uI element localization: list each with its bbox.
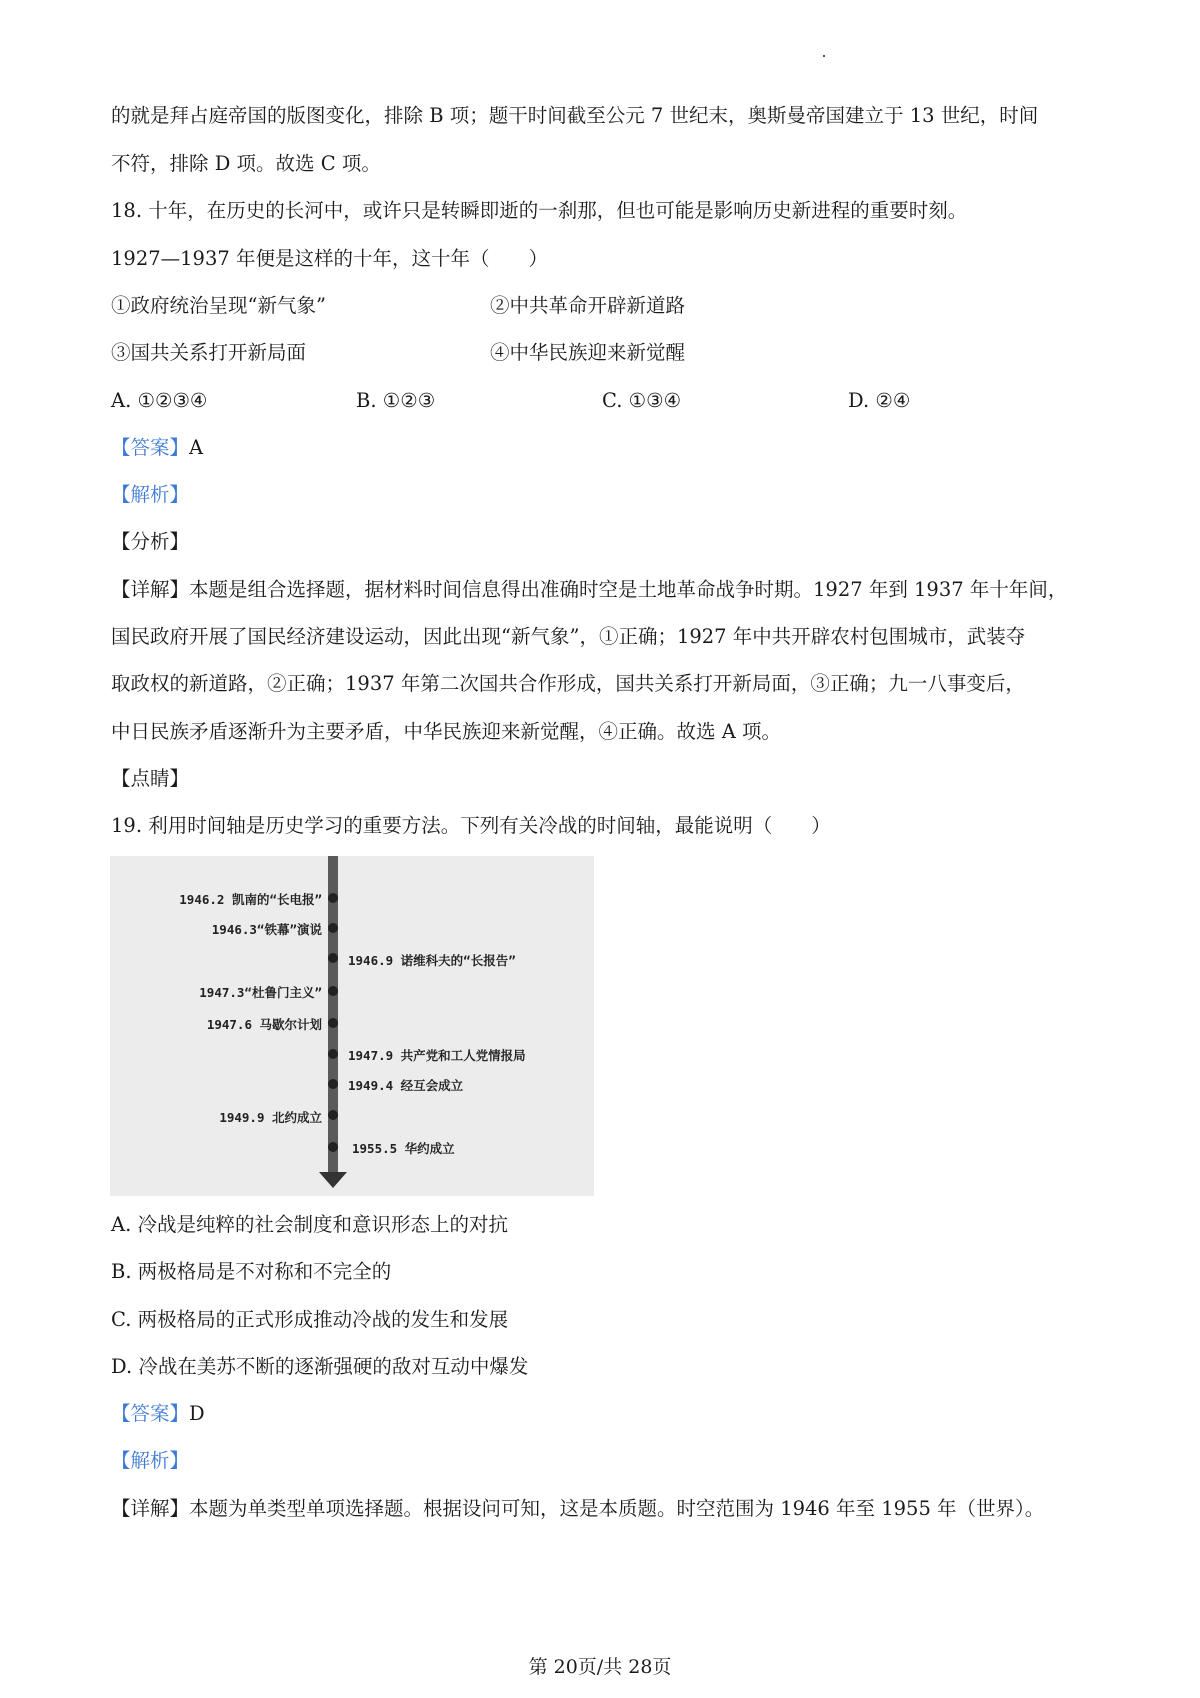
timeline-axis bbox=[328, 856, 338, 1174]
timeline-dot bbox=[328, 1079, 338, 1089]
q18-stem-line-1: 18. 十年，在历史的长河中，或许只是转瞬即逝的一刹那，但也可能是影响历史新进程的重要时刻。 bbox=[111, 199, 968, 222]
q18-dianjing-tag: 【点睛】 bbox=[111, 767, 190, 790]
q18-detail-line-1: 【详解】本题是组合选择题，据材料时间信息得出准确时空是土地革命战争时期。1927 年到 1937 年十年间， bbox=[111, 578, 1068, 601]
q18-answer-value: A bbox=[189, 436, 204, 459]
q18-option-a: A. ①②③④ bbox=[111, 389, 208, 412]
timeline-event-right: 1949.4 经互会成立 bbox=[348, 1078, 464, 1093]
q18-detail-line-4: 中日民族矛盾逐渐升为主要矛盾，中华民族迎来新觉醒，④正确。故选 A 项。 bbox=[111, 720, 781, 743]
timeline-dot bbox=[328, 1110, 338, 1120]
timeline-dot bbox=[328, 1142, 338, 1152]
q18-item-3: ③国共关系打开新局面 bbox=[111, 341, 307, 364]
timeline-event-left: 1947.3“杜鲁门主义” bbox=[199, 985, 322, 1000]
q19-option-a: A. 冷战是纯粹的社会制度和意识形态上的对抗 bbox=[111, 1213, 508, 1236]
timeline-dot bbox=[328, 986, 338, 996]
q18-option-c: C. ①③④ bbox=[602, 389, 682, 412]
timeline-event-right: 1946.9 诺维科夫的“长报告” bbox=[348, 953, 516, 968]
timeline-arrow-icon bbox=[319, 1172, 347, 1188]
continued-text-line-1: 的就是拜占庭帝国的版图变化，排除 B 项；题干时间截至公元 7 世纪末，奥斯曼帝国建立于 13 世纪，时间 bbox=[111, 104, 1039, 127]
page-speck bbox=[823, 55, 825, 57]
q18-fenxi-tag: 【分析】 bbox=[111, 530, 190, 553]
timeline-dot bbox=[328, 923, 338, 933]
timeline-event-left: 1946.2 凯南的“长电报” bbox=[179, 892, 322, 907]
q18-item-4: ④中华民族迎来新觉醒 bbox=[490, 341, 686, 364]
q18-item-2: ②中共革命开辟新道路 bbox=[490, 294, 686, 317]
q19-detail-line-1: 【详解】本题为单类型单项选择题。根据设问可知，这是本质题。时空范围为 1946 年至 1955 年（世界）。 bbox=[111, 1497, 1045, 1520]
q19-option-c: C. 两极格局的正式形成推动冷战的发生和发展 bbox=[111, 1308, 509, 1331]
timeline-event-left: 1946.3“铁幕”演说 bbox=[211, 922, 322, 937]
q19-answer-tag: 【答案】 bbox=[111, 1402, 190, 1425]
timeline-event-left: 1949.9 北约成立 bbox=[219, 1110, 322, 1125]
q18-answer-tag: 【答案】 bbox=[111, 436, 190, 459]
q19-answer-value: D bbox=[189, 1402, 205, 1425]
q18-detail-line-3: 取政权的新道路，②正确；1937 年第二次国共合作形成，国共关系打开新局面，③正确；九一八事变后， bbox=[111, 672, 1025, 695]
timeline-event-right: 1955.5 华约成立 bbox=[352, 1141, 455, 1156]
q18-option-b: B. ①②③ bbox=[356, 389, 436, 412]
q19-answer bbox=[111, 1400, 205, 1428]
q18-stem-line-2: 1927—1937 年便是这样的十年，这十年（ ） bbox=[111, 247, 548, 270]
timeline-dot bbox=[328, 1049, 338, 1059]
timeline-dot bbox=[328, 893, 338, 903]
q18-answer bbox=[111, 434, 203, 462]
q19-stem: 19. 利用时间轴是历史学习的重要方法。下列有关冷战的时间轴，最能说明（ ） bbox=[111, 814, 831, 837]
q19-analysis-tag: 【解析】 bbox=[111, 1449, 190, 1472]
q18-option-d: D. ②④ bbox=[848, 389, 911, 412]
timeline-event-left: 1947.6 马歇尔计划 bbox=[206, 1017, 322, 1032]
q19-option-b: B. 两极格局是不对称和不完全的 bbox=[111, 1260, 392, 1283]
cold-war-timeline-figure bbox=[110, 856, 594, 1196]
timeline-event-right: 1947.9 共产党和工人党情报局 bbox=[348, 1048, 526, 1063]
continued-text-line-2: 不符，排除 D 项。故选 C 项。 bbox=[111, 152, 381, 175]
q18-item-1: ①政府统治呈现“新气象” bbox=[111, 294, 326, 317]
q19-option-d: D. 冷战在美苏不断的逐渐强硬的敌对互动中爆发 bbox=[111, 1355, 529, 1378]
page-footer: 第 20页/共 28页 bbox=[528, 1656, 672, 1678]
timeline-dot bbox=[328, 953, 338, 963]
q18-detail-line-2: 国民政府开展了国民经济建设运动，因此出现“新气象”，①正确；1927 年中共开辟农村包围城市，武装夺 bbox=[111, 625, 1026, 648]
timeline-dot bbox=[328, 1018, 338, 1028]
q18-analysis-tag: 【解析】 bbox=[111, 483, 190, 506]
